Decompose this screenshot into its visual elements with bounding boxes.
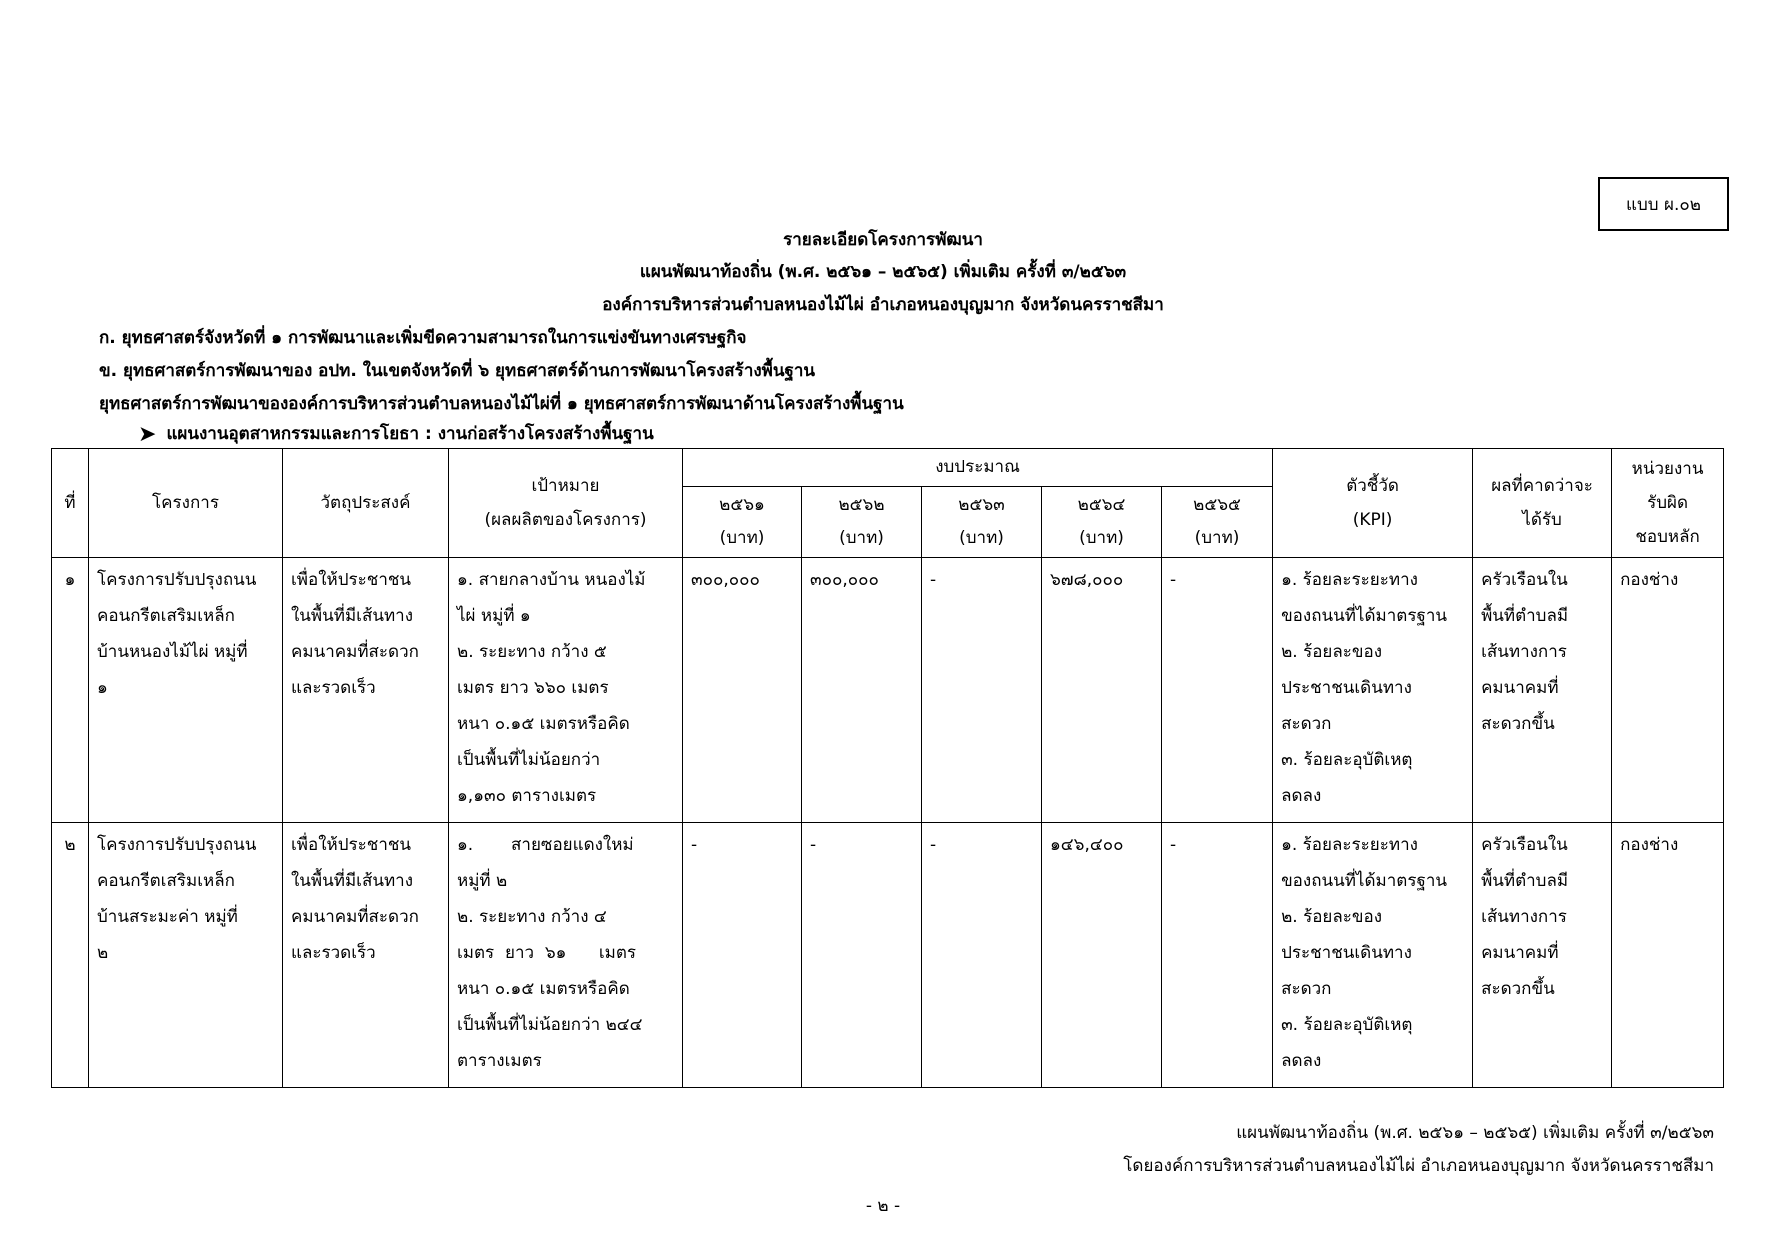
- row-agency: กองช่าง: [1612, 823, 1724, 1088]
- cell-line: หมู่ที่ ๒: [457, 871, 508, 891]
- row-project: [89, 558, 283, 823]
- row-expected: [1473, 558, 1612, 823]
- header-agency-line2: รับผิด: [1647, 493, 1689, 513]
- row-budget-2562: ๓๐๐,๐๐๐: [802, 558, 922, 823]
- cell-line: ครัวเรือนใน: [1481, 570, 1568, 590]
- header-target-line1: เป้าหมาย: [531, 476, 600, 496]
- cell-line: บ้านสระมะค่า หมู่ที่: [97, 907, 238, 927]
- header-kpi: [1273, 449, 1473, 558]
- cell-line: คอนกรีตเสริมเหล็ก: [97, 606, 235, 626]
- header-year-2562: [802, 487, 922, 558]
- cell-line: ๓. ร้อยละอุบัติเหตุ: [1281, 750, 1413, 770]
- row-project: [89, 823, 283, 1088]
- cell-line: ๒: [97, 943, 109, 963]
- province-strategy: ก. ยุทธศาสตร์จังหวัดที่ ๑ การพัฒนาและเพิ่มขีดความสามารถในการแข่งขันทางเศรษฐกิจ: [99, 328, 747, 348]
- cell-line: ๑. ร้อยละระยะทาง: [1281, 835, 1418, 855]
- header-budget: งบประมาณ: [683, 449, 1273, 487]
- cell-line: ๑. สายกลางบ้าน หนองไม้: [457, 570, 646, 590]
- cell-line: เพื่อให้ประชาชน: [291, 835, 412, 855]
- cell-line: หนา ๐.๑๕ เมตรหรือคิด: [457, 714, 630, 734]
- cell-line: ตารางเมตร: [457, 1051, 542, 1071]
- cell-line: ในพื้นที่มีเส้นทาง: [291, 871, 414, 891]
- cell-line: สะดวก: [1281, 979, 1332, 999]
- project-table: [51, 448, 1724, 1088]
- header-expected: [1473, 449, 1612, 558]
- sao-strategy: ยุทธศาสตร์การพัฒนาขององค์การบริหารส่วนตำบลหนองไม้ไผ่ที่ ๑ ยุทธศาสตร์การพัฒนาด้านโครงสร้างพื้นฐาน: [99, 394, 904, 414]
- header-year-2561: [683, 487, 802, 558]
- header-agency-line1: หน่วยงาน: [1631, 459, 1704, 479]
- header-year-2564: [1042, 487, 1162, 558]
- cell-line: ครัวเรือนใน: [1481, 835, 1568, 855]
- cell-line: โครงการปรับปรุงถนน: [97, 835, 257, 855]
- cell-line: คมนาคมที่สะดวก: [291, 642, 419, 662]
- unit-label: (บาท): [1194, 528, 1240, 548]
- header-expected-line2: ได้รับ: [1522, 510, 1562, 530]
- unit-label: (บาท): [839, 528, 884, 548]
- plan-label: แผนงานอุตสาหกรรมและการโยธา : งานก่อสร้างโครงสร้างพื้นฐาน: [166, 424, 654, 444]
- cell-line: ๒. ร้อยละของ: [1281, 642, 1383, 662]
- cell-line: ประชาชนเดินทาง: [1281, 943, 1412, 963]
- row-agency: กองช่าง: [1612, 558, 1724, 823]
- cell-line: โครงการปรับปรุงถนน: [97, 570, 257, 590]
- row-budget-2564: ๑๔๖,๔๐๐: [1042, 823, 1162, 1088]
- header-target: [449, 449, 683, 558]
- row-no: ๒: [52, 823, 89, 1088]
- unit-label: (บาท): [959, 528, 1004, 548]
- header-year-2563: [922, 487, 1042, 558]
- cell-line: บ้านหนองไม้ไผ่ หมู่ที่: [97, 642, 248, 662]
- cell-line: เพื่อให้ประชาชน: [291, 570, 412, 590]
- cell-line: ของถนนที่ได้มาตรฐาน: [1281, 606, 1447, 626]
- header-agency-line3: ชอบหลัก: [1635, 527, 1700, 547]
- row-budget-2565: -: [1162, 823, 1273, 1088]
- row-kpi: [1273, 558, 1473, 823]
- row-objective: [283, 823, 449, 1088]
- footer-org-line: โดยองค์การบริหารส่วนตำบลหนองไม้ไผ่ อำเภอหนองบุญมาก จังหวัดนครราชสีมา: [1123, 1156, 1714, 1176]
- row-expected: [1473, 823, 1612, 1088]
- page-number: - ๒ -: [865, 1196, 901, 1216]
- cell-line: และรวดเร็ว: [291, 943, 376, 963]
- cell-line: พื้นที่ตำบลมี: [1481, 606, 1569, 626]
- header-kpi-line1: ตัวชี้วัด: [1346, 476, 1399, 496]
- row-budget-2563: -: [922, 558, 1042, 823]
- cell-line: คมนาคมที่: [1481, 678, 1559, 698]
- cell-line: คอนกรีตเสริมเหล็ก: [97, 871, 235, 891]
- header-no: ที่: [52, 449, 89, 558]
- cell-line: ๑: [97, 678, 108, 698]
- cell-line: ๓. ร้อยละอุบัติเหตุ: [1281, 1015, 1413, 1035]
- plan-line: [138, 420, 654, 447]
- cell-line: ๑. ร้อยละระยะทาง: [1281, 570, 1418, 590]
- row-budget-2561: -: [683, 823, 802, 1088]
- year-label: ๒๕๖๕: [1193, 495, 1241, 515]
- unit-label: (บาท): [1079, 528, 1124, 548]
- row-target: [449, 823, 683, 1088]
- table-row: [52, 823, 1724, 1088]
- cell-line: เมตร ยาว ๖๖๐ เมตร: [457, 678, 609, 698]
- footer-plan-line: แผนพัฒนาท้องถิ่น (พ.ศ. ๒๕๖๑ – ๒๕๖๕) เพิ่มเติม ครั้งที่ ๓/๒๕๖๓: [1236, 1123, 1714, 1143]
- doc-subtitle-org: องค์การบริหารส่วนตำบลหนองไม้ไผ่ อำเภอหนองบุญมาก จังหวัดนครราชสีมา: [602, 295, 1164, 315]
- header-expected-line1: ผลที่คาดว่าจะ: [1491, 476, 1593, 496]
- row-budget-2564: ๖๗๘,๐๐๐: [1042, 558, 1162, 823]
- form-code-box: [1598, 177, 1729, 231]
- doc-title: รายละเอียดโครงการพัฒนา: [783, 230, 983, 250]
- row-target: [449, 558, 683, 823]
- cell-line: เมตร ยาว ๖๑ เมตร: [457, 943, 637, 963]
- cell-line: เส้นทางการ: [1481, 907, 1567, 927]
- cell-line: ของถนนที่ได้มาตรฐาน: [1281, 871, 1447, 891]
- arrow-bullet-icon: ➤: [138, 422, 157, 447]
- row-budget-2562: -: [802, 823, 922, 1088]
- header-target-line2: (ผลผลิตของโครงการ): [484, 510, 647, 530]
- header-kpi-line2: (KPI): [1352, 510, 1393, 530]
- header-agency: [1612, 449, 1724, 558]
- row-budget-2561: ๓๐๐,๐๐๐: [683, 558, 802, 823]
- year-label: ๒๕๖๑: [719, 495, 765, 515]
- table-row: [52, 558, 1724, 823]
- cell-line: หนา ๐.๑๕ เมตรหรือคิด: [457, 979, 630, 999]
- cell-line: และรวดเร็ว: [291, 678, 376, 698]
- year-label: ๒๕๖๒: [838, 495, 885, 515]
- cell-line: ลดลง: [1281, 1051, 1322, 1071]
- cell-line: ลดลง: [1281, 786, 1322, 806]
- cell-line: เส้นทางการ: [1481, 642, 1567, 662]
- year-label: ๒๕๖๔: [1077, 495, 1126, 515]
- cell-line: ๑,๑๓๐ ตารางเมตร: [457, 786, 597, 806]
- cell-line: ๒. ระยะทาง กว้าง ๕: [457, 642, 607, 662]
- cell-line: ประชาชนเดินทาง: [1281, 678, 1412, 698]
- cell-line: เป็นพื้นที่ไม่น้อยกว่า: [457, 750, 601, 770]
- cell-line: สะดวกขึ้น: [1481, 714, 1555, 734]
- cell-line: คมนาคมที่สะดวก: [291, 907, 419, 927]
- year-label: ๒๕๖๓: [958, 495, 1005, 515]
- row-budget-2563: -: [922, 823, 1042, 1088]
- row-kpi: [1273, 823, 1473, 1088]
- cell-line: ๒. ร้อยละของ: [1281, 907, 1383, 927]
- cell-line: สะดวกขึ้น: [1481, 979, 1555, 999]
- header-row-top: [52, 449, 1724, 487]
- cell-line: สะดวก: [1281, 714, 1332, 734]
- cell-line: พื้นที่ตำบลมี: [1481, 871, 1569, 891]
- row-no: ๑: [52, 558, 89, 823]
- header-objective: วัตถุประสงค์: [283, 449, 449, 558]
- doc-subtitle-plan: แผนพัฒนาท้องถิ่น (พ.ศ. ๒๕๖๑ – ๒๕๖๕) เพิ่มเติม ครั้งที่ ๓/๒๕๖๓: [639, 262, 1127, 282]
- row-objective: [283, 558, 449, 823]
- cell-line: ๑. สายซอยแดงใหม่: [457, 835, 634, 855]
- cell-line: ไผ่ หมู่ที่ ๑: [457, 606, 531, 626]
- cell-line: เป็นพื้นที่ไม่น้อยกว่า ๒๔๔: [457, 1015, 643, 1035]
- cell-line: ในพื้นที่มีเส้นทาง: [291, 606, 414, 626]
- header-project: โครงการ: [89, 449, 283, 558]
- row-budget-2565: -: [1162, 558, 1273, 823]
- cell-line: คมนาคมที่: [1481, 943, 1559, 963]
- form-code-label: แบบ ผ.๐๒: [1626, 194, 1701, 215]
- lao-strategy: ข. ยุทธศาสตร์การพัฒนาของ อปท. ในเขตจังหวัดที่ ๖ ยุทธศาสตร์ด้านการพัฒนาโครงสร้างพื้นฐาน: [99, 361, 816, 381]
- unit-label: (บาท): [719, 528, 765, 548]
- cell-line: ๒. ระยะทาง กว้าง ๔: [457, 907, 607, 927]
- header-year-2565: [1162, 487, 1273, 558]
